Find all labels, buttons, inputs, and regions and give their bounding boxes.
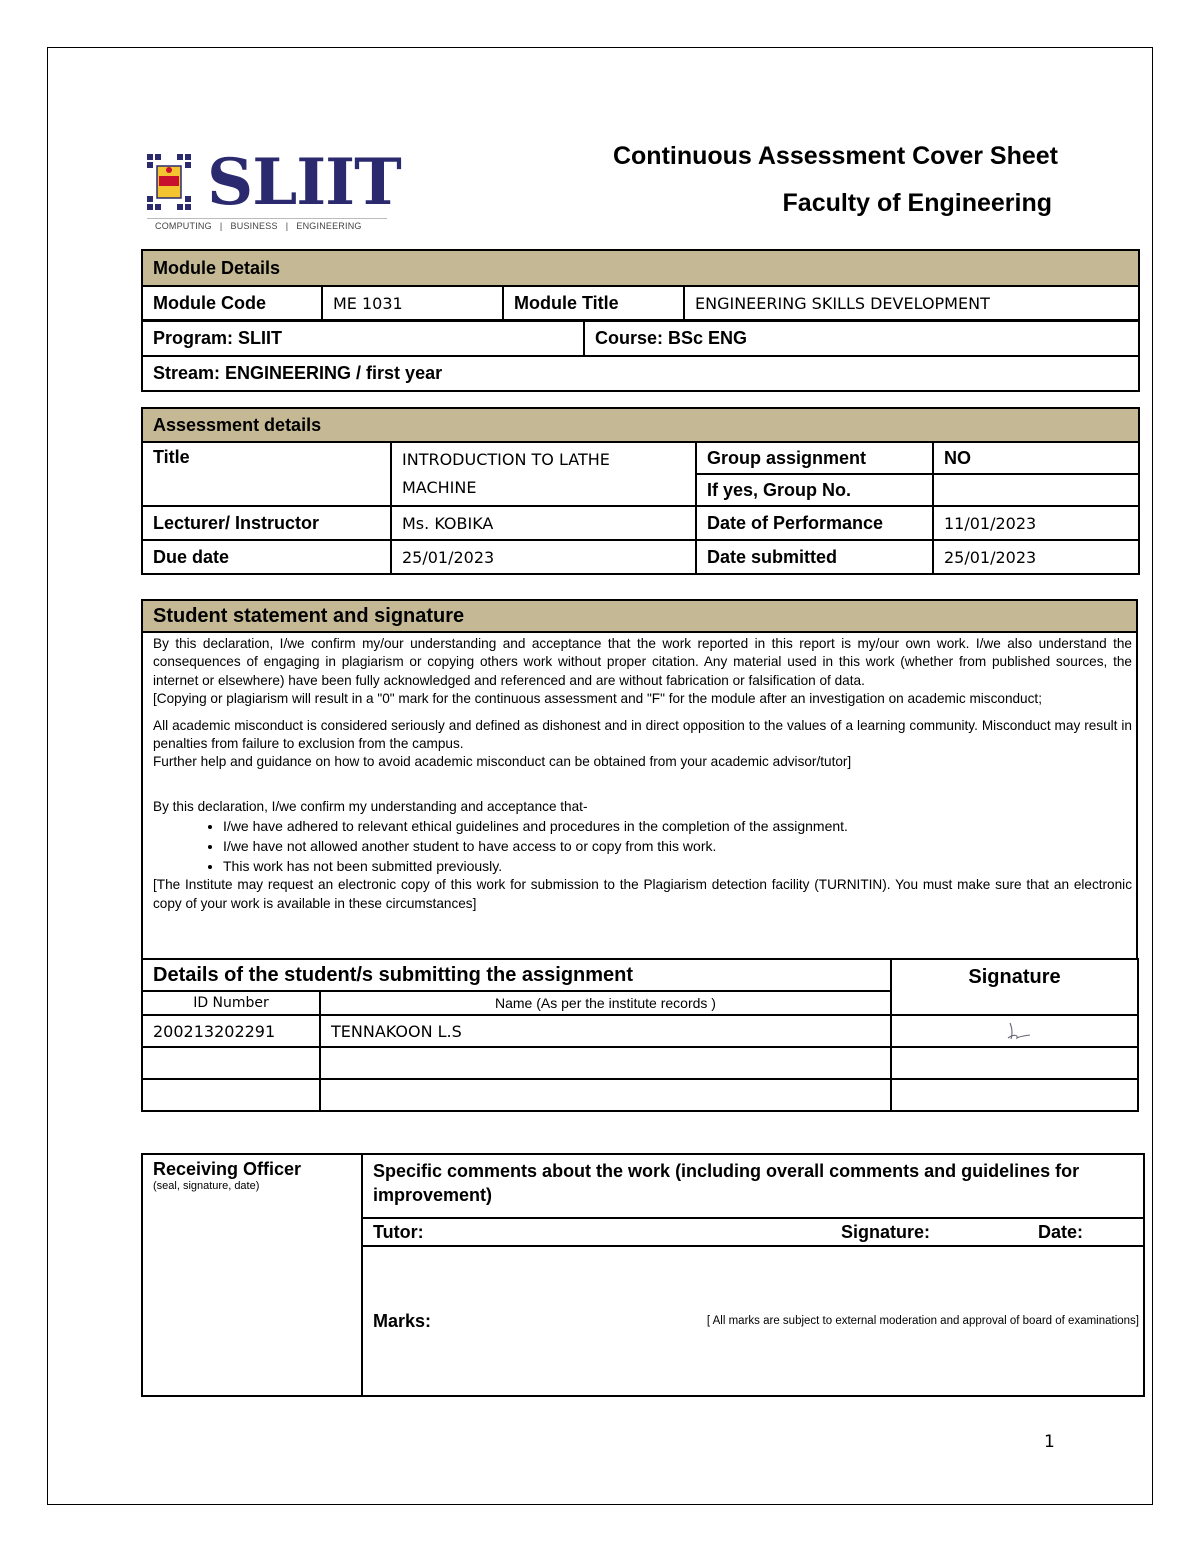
receiving-officer-subtitle: (seal, signature, date) bbox=[153, 1180, 260, 1192]
program-field: Program: SLIIT bbox=[142, 320, 584, 356]
statement-heading: Student statement and signature bbox=[143, 601, 1136, 633]
course-field: Course: BSc ENG bbox=[584, 320, 1139, 356]
student-id: 200213202291 bbox=[142, 1015, 320, 1047]
student-name bbox=[320, 1079, 891, 1111]
tutor-label: Tutor: bbox=[362, 1218, 659, 1246]
marks-area bbox=[362, 1246, 1144, 1396]
marks-note: [ All marks are subject to external moderation and approval of board of examinations] bbox=[706, 1315, 1140, 1327]
statement-paragraph: By this declaration, I/we confirm my/our understanding and acceptance that the work reported in this report is my/our own work. I/we also understand the consequences of engaging in plagiarism or copying others work without proper citation. Any material used in this work (whether from published sources, the internet or elsewhere) have been fully acknowledged and referenced and are without fabrication or falsification of data. bbox=[153, 636, 1132, 688]
student-id bbox=[142, 1079, 320, 1111]
assessment-title-label: Title bbox=[142, 442, 391, 506]
submitted-date-value: 25/01/2023 bbox=[933, 540, 1139, 574]
handwritten-signature bbox=[1004, 1020, 1034, 1042]
faculty-title: Faculty of Engineering bbox=[782, 189, 1052, 217]
receiving-officer-title: Receiving Officer bbox=[153, 1159, 302, 1179]
students-heading: Details of the student/s submitting the assignment bbox=[142, 959, 891, 991]
table-row bbox=[142, 1015, 1138, 1047]
student-statement bbox=[141, 599, 1138, 959]
lecturer-value: Ms. KOBIKA bbox=[391, 506, 696, 540]
declaration-item: • This work has not been submitted previously. bbox=[223, 856, 1132, 876]
logo-tagline: COMPUTING | BUSINESS | ENGINEERING bbox=[155, 221, 362, 231]
comments-heading: Specific comments about the work (including overall comments and guidelines for improvement) bbox=[362, 1154, 1144, 1218]
student-signature bbox=[891, 1047, 1138, 1079]
logo-wordmark: SLIIT bbox=[207, 145, 401, 220]
module-details-table bbox=[141, 249, 1140, 322]
group-assignment-value: NO bbox=[933, 442, 1139, 474]
module-title-value: ENGINEERING SKILLS DEVELOPMENT bbox=[684, 286, 1139, 321]
table-row bbox=[142, 1079, 1138, 1111]
module-code-label: Module Code bbox=[142, 286, 322, 321]
page-title: Continuous Assessment Cover Sheet bbox=[612, 142, 1058, 170]
receiving-officer-cell bbox=[142, 1154, 362, 1396]
module-title-label: Module Title bbox=[503, 286, 684, 321]
assessment-title-value: INTRODUCTION TO LATHE MACHINE bbox=[391, 442, 696, 506]
due-date-label: Due date bbox=[142, 540, 391, 574]
statement-paragraph: All academic misconduct is considered seriously and defined as dishonest and in direct opposition to the values of a learning community. Misconduct may result in penalties from failure to exclusion from the campus. bbox=[153, 717, 1132, 752]
student-name: TENNAKOON L.S bbox=[320, 1015, 891, 1047]
performance-date-label: Date of Performance bbox=[696, 506, 933, 540]
program-table bbox=[141, 319, 1140, 392]
lecturer-label: Lecturer/ Instructor bbox=[142, 506, 391, 540]
statement-paragraph: Further help and guidance on how to avoid academic misconduct can be obtained from your academic advisor/tutor] bbox=[153, 754, 852, 770]
student-id bbox=[142, 1047, 320, 1079]
name-column-header: Name (As per the institute records ) bbox=[320, 991, 891, 1015]
group-assignment-label: Group assignment bbox=[696, 442, 933, 474]
crest-icon bbox=[145, 152, 195, 216]
assessment-details-table bbox=[141, 407, 1140, 575]
submitted-date-label: Date submitted bbox=[696, 540, 933, 574]
id-column-header: ID Number bbox=[142, 991, 320, 1015]
declaration-list bbox=[153, 816, 1132, 876]
marks-label: Marks: bbox=[373, 1311, 432, 1331]
stream-field: Stream: ENGINEERING / first year bbox=[142, 356, 1139, 391]
student-signature bbox=[891, 1079, 1138, 1111]
statement-paragraph: By this declaration, I/we confirm my understanding and acceptance that- bbox=[153, 798, 588, 814]
student-name bbox=[320, 1047, 891, 1079]
receiving-officer-table bbox=[141, 1153, 1145, 1397]
declaration-item: • I/we have adhered to relevant ethical guidelines and procedures in the completion of the assignment. bbox=[223, 816, 1132, 836]
table-row bbox=[142, 1047, 1138, 1079]
performance-date-value: 11/01/2023 bbox=[933, 506, 1139, 540]
module-details-heading: Module Details bbox=[142, 250, 1139, 286]
assessment-heading: Assessment details bbox=[142, 408, 1139, 442]
sliit-logo bbox=[143, 145, 401, 238]
date-label: Date: bbox=[944, 1218, 1144, 1246]
due-date-value: 25/01/2023 bbox=[391, 540, 696, 574]
signature-heading: Signature bbox=[891, 959, 1138, 1015]
declaration-item: • I/we have not allowed another student to have access to or copy from this work. bbox=[223, 836, 1132, 856]
statement-paragraph: [Copying or plagiarism will result in a "0" mark for the continuous assessment and "F" for the module after an investigation on academic misconduct; bbox=[153, 691, 1042, 707]
group-no-value bbox=[933, 474, 1139, 506]
group-no-label: If yes, Group No. bbox=[696, 474, 933, 506]
students-table bbox=[141, 958, 1139, 1112]
page-number: 1 bbox=[1044, 1432, 1055, 1452]
module-code-value: ME 1031 bbox=[322, 286, 503, 321]
statement-paragraph: [The Institute may request an electronic copy of this work for submission to the Plagiarism detection facility (TURNITIN). You must make sure that an electronic copy of your work is available in these circumstances] bbox=[153, 877, 1132, 911]
signature-label: Signature: bbox=[659, 1218, 944, 1246]
